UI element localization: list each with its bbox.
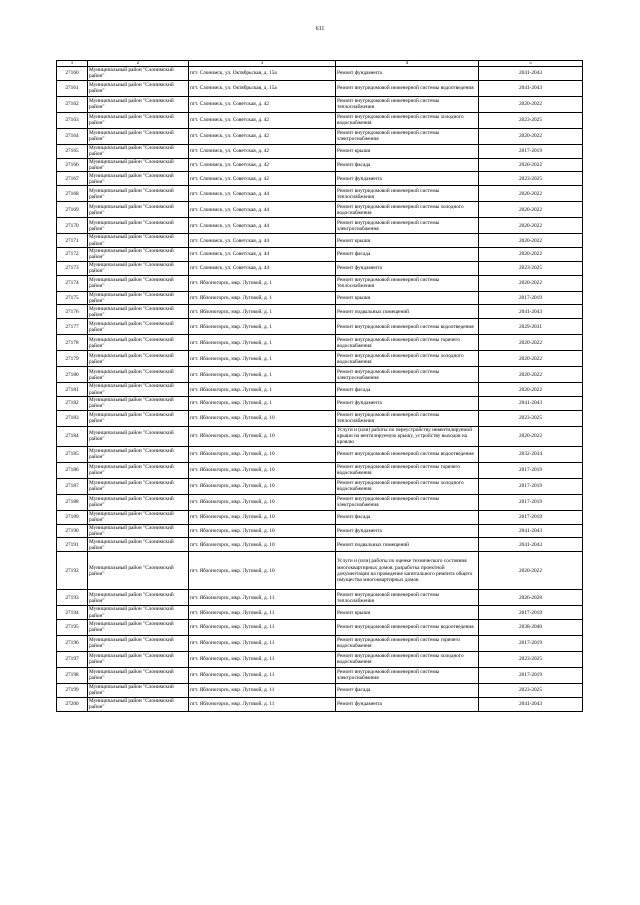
row-number-cell: 27184 (57, 426, 88, 446)
period-cell: 2029-2031 (479, 319, 583, 335)
address-cell: пгт. Слонимск, ул. Советская, д. 44 (189, 202, 336, 218)
period-cell: 2023-2025 (479, 683, 583, 697)
work-type-cell: Ремонт фундамента (336, 67, 479, 81)
municipality-cell: Муниципальный район "Слонимский район" (88, 234, 189, 248)
row-number-cell: 27165 (57, 144, 88, 158)
row-number-cell: 27183 (57, 410, 88, 426)
row-number-cell: 27196 (57, 635, 88, 651)
address-cell: пгт. Слонимск, ул. Советская, д. 42 (189, 158, 336, 172)
municipality-cell: Муниципальный район "Слонимский район" (88, 305, 189, 319)
row-number-cell: 27189 (57, 510, 88, 524)
period-cell: 2020-2022 (479, 351, 583, 367)
address-cell: пгт. Яблоногорск, мкр. Луговой, д. 1 (189, 351, 336, 367)
table-row (57, 291, 583, 305)
address-cell: пгт. Яблоногорск, мкр. Луговой, д. 1 (189, 319, 336, 335)
period-cell: 2026-2028 (479, 590, 583, 606)
table-row (57, 462, 583, 478)
address-cell: пгт. Яблоногорск, мкр. Луговой, д. 10 (189, 552, 336, 590)
period-cell: 2041-2043 (479, 80, 583, 96)
column-header: 3 (189, 61, 336, 67)
table-row (57, 683, 583, 697)
period-cell: 2017-2019 (479, 494, 583, 510)
row-number-cell: 27161 (57, 80, 88, 96)
row-number-cell: 27195 (57, 619, 88, 635)
address-cell: пгт. Яблоногорск, мкр. Луговой, д. 10 (189, 426, 336, 446)
municipality-cell: Муниципальный район "Слонимский район" (88, 202, 189, 218)
column-header: 1 (57, 61, 88, 67)
work-type-cell: Ремонт внутридомовой инженерной системы теплоснабжения (336, 96, 479, 112)
address-cell: пгт. Яблоногорск, мкр. Луговой, д. 10 (189, 510, 336, 524)
work-type-cell: Ремонт внутридомовой инженерной системы электроснабжения (336, 218, 479, 234)
address-cell: пгт. Слонимск, ул. Октябрьская, д. 15а (189, 80, 336, 96)
work-type-cell: Ремонт фасада (336, 683, 479, 697)
address-cell: пгт. Яблоногорск, мкр. Луговой, д. 1 (189, 367, 336, 383)
table-row (57, 96, 583, 112)
table-row (57, 234, 583, 248)
row-number-cell: 27169 (57, 202, 88, 218)
work-type-cell: Ремонт фасада (336, 158, 479, 172)
work-type-cell: Ремонт внутридомовой инженерной системы водоотведения (336, 446, 479, 462)
municipality-cell: Муниципальный район "Слонимский район" (88, 651, 189, 667)
row-number-cell: 27182 (57, 396, 88, 410)
row-number-cell: 27166 (57, 158, 88, 172)
period-cell: 2020-2022 (479, 202, 583, 218)
table-row (57, 635, 583, 651)
municipality-cell: Муниципальный район "Слонимский район" (88, 112, 189, 128)
address-cell: пгт. Яблоногорск, мкр. Луговой, д. 1 (189, 335, 336, 351)
table-row (57, 218, 583, 234)
table-row (57, 410, 583, 426)
table-row (57, 510, 583, 524)
row-number-cell: 27177 (57, 319, 88, 335)
work-type-cell: Ремонт внутридомовой инженерной системы электроснабжения (336, 667, 479, 683)
municipality-cell: Муниципальный район "Слонимский район" (88, 96, 189, 112)
period-cell: 2017-2019 (479, 510, 583, 524)
table-row (57, 144, 583, 158)
table-row (57, 667, 583, 683)
table-row (57, 651, 583, 667)
period-cell: 2023-2025 (479, 172, 583, 186)
address-cell: пгт. Яблоногорск, мкр. Луговой, д. 11 (189, 683, 336, 697)
row-number-cell: 27163 (57, 112, 88, 128)
period-cell: 2032-2034 (479, 446, 583, 462)
table-row (57, 275, 583, 291)
column-header: 4 (336, 61, 479, 67)
page-number: 611 (315, 26, 325, 32)
table-row (57, 478, 583, 494)
period-cell: 2020-2022 (479, 426, 583, 446)
work-type-cell: Ремонт крыши (336, 234, 479, 248)
table-row (57, 351, 583, 367)
column-header: 2 (88, 61, 189, 67)
work-type-cell: Ремонт крыши (336, 291, 479, 305)
period-cell: 2020-2022 (479, 247, 583, 261)
table-row (57, 426, 583, 446)
period-cell: 2041-2043 (479, 697, 583, 711)
address-cell: пгт. Слонимск, ул. Советская, д. 44 (189, 218, 336, 234)
address-cell: пгт. Яблоногорск, мкр. Луговой, д. 10 (189, 524, 336, 538)
municipality-cell: Муниципальный район "Слонимский район" (88, 335, 189, 351)
period-cell: 2017-2019 (479, 291, 583, 305)
period-cell: 2017-2019 (479, 606, 583, 620)
work-type-cell: Ремонт фасада (336, 383, 479, 397)
work-type-cell: Ремонт внутридомовой инженерной системы электроснабжения (336, 128, 479, 144)
period-cell: 2017-2019 (479, 478, 583, 494)
period-cell: 2020-2022 (479, 383, 583, 397)
address-cell: пгт. Слонимск, ул. Советская, д. 42 (189, 112, 336, 128)
municipality-cell: Муниципальный район "Слонимский район" (88, 80, 189, 96)
row-number-cell: 27176 (57, 305, 88, 319)
address-cell: пгт. Слонимск, ул. Советская, д. 44 (189, 247, 336, 261)
work-type-cell: Ремонт внутридомовой инженерной системы водоотведения (336, 619, 479, 635)
period-cell: 2020-2022 (479, 128, 583, 144)
municipality-cell: Муниципальный район "Слонимский район" (88, 383, 189, 397)
municipality-cell: Муниципальный район "Слонимский район" (88, 319, 189, 335)
table-row (57, 619, 583, 635)
work-type-cell: Ремонт фундамента (336, 524, 479, 538)
address-cell: пгт. Яблоногорск, мкр. Луговой, д. 1 (189, 291, 336, 305)
work-type-cell: Ремонт внутридомовой инженерной системы горячего водоснабжения (336, 635, 479, 651)
row-number-cell: 27164 (57, 128, 88, 144)
table-row (57, 446, 583, 462)
period-cell: 2020-2022 (479, 234, 583, 248)
work-type-cell: Ремонт внутридомовой инженерной системы теплоснабжения (336, 590, 479, 606)
table-row (57, 158, 583, 172)
table-row (57, 383, 583, 397)
municipality-cell: Муниципальный район "Слонимский район" (88, 635, 189, 651)
address-cell: пгт. Яблоногорск, мкр. Луговой, д. 11 (189, 635, 336, 651)
row-number-cell: 27191 (57, 538, 88, 552)
work-type-cell: Ремонт подвальных помещений (336, 305, 479, 319)
table-body (57, 67, 583, 712)
table-row (57, 67, 583, 81)
row-number-cell: 27178 (57, 335, 88, 351)
period-cell: 2020-2022 (479, 335, 583, 351)
work-type-cell: Ремонт внутридомовой инженерной системы холодного водоснабжения (336, 202, 479, 218)
period-cell: 2020-2022 (479, 367, 583, 383)
work-type-cell: Ремонт подвальных помещений (336, 538, 479, 552)
row-number-cell: 27185 (57, 446, 88, 462)
address-cell: пгт. Яблоногорск, мкр. Луговой, д. 11 (189, 697, 336, 711)
period-cell: 2020-2022 (479, 158, 583, 172)
period-cell: 2020-2022 (479, 186, 583, 202)
row-number-cell: 27168 (57, 186, 88, 202)
work-type-cell: Ремонт внутридомовой инженерной системы теплоснабжения (336, 275, 479, 291)
table-row (57, 186, 583, 202)
table-row (57, 247, 583, 261)
address-cell: пгт. Яблоногорск, мкр. Луговой, д. 1 (189, 383, 336, 397)
address-cell: пгт. Слонимск, ул. Октябрьская, д. 15а (189, 67, 336, 81)
row-number-cell: 27192 (57, 552, 88, 590)
municipality-cell: Муниципальный район "Слонимский район" (88, 261, 189, 275)
municipality-cell: Муниципальный район "Слонимский район" (88, 667, 189, 683)
address-cell: пгт. Яблоногорск, мкр. Луговой, д. 1 (189, 275, 336, 291)
period-cell: 2020-2022 (479, 218, 583, 234)
table-row (57, 697, 583, 711)
period-cell: 2020-2022 (479, 275, 583, 291)
work-type-cell: Ремонт фундамента (336, 697, 479, 711)
municipality-cell: Муниципальный район "Слонимский район" (88, 158, 189, 172)
municipality-cell: Муниципальный район "Слонимский район" (88, 67, 189, 81)
municipality-cell: Муниципальный район "Слонимский район" (88, 218, 189, 234)
period-cell: 2041-2043 (479, 305, 583, 319)
table-row (57, 261, 583, 275)
work-type-cell: Ремонт внутридомовой инженерной системы холодного водоснабжения (336, 351, 479, 367)
work-type-cell: Ремонт внутридомовой инженерной системы холодного водоснабжения (336, 651, 479, 667)
period-cell: 2017-2019 (479, 144, 583, 158)
municipality-cell: Муниципальный район "Слонимский район" (88, 128, 189, 144)
table-row (57, 112, 583, 128)
municipality-cell: Муниципальный район "Слонимский район" (88, 172, 189, 186)
table-row (57, 335, 583, 351)
row-number-cell: 27186 (57, 462, 88, 478)
row-number-cell: 27198 (57, 667, 88, 683)
row-number-cell: 27180 (57, 367, 88, 383)
municipality-cell: Муниципальный район "Слонимский район" (88, 144, 189, 158)
row-number-cell: 27181 (57, 383, 88, 397)
row-number-cell: 27172 (57, 247, 88, 261)
address-cell: пгт. Яблоногорск, мкр. Луговой, д. 11 (189, 590, 336, 606)
table-row (57, 305, 583, 319)
address-cell: пгт. Яблоногорск, мкр. Луговой, д. 10 (189, 446, 336, 462)
table-row (57, 524, 583, 538)
address-cell: пгт. Яблоногорск, мкр. Луговой, д. 10 (189, 410, 336, 426)
address-cell: пгт. Слонимск, ул. Советская, д. 42 (189, 96, 336, 112)
municipality-cell: Муниципальный район "Слонимский район" (88, 291, 189, 305)
work-type-cell: Ремонт фасада (336, 510, 479, 524)
municipality-cell: Муниципальный район "Слонимский район" (88, 552, 189, 590)
municipality-cell: Муниципальный район "Слонимский район" (88, 538, 189, 552)
address-cell: пгт. Яблоногорск, мкр. Луговой, д. 11 (189, 619, 336, 635)
table-row (57, 552, 583, 590)
row-number-cell: 27171 (57, 234, 88, 248)
address-cell: пгт. Яблоногорск, мкр. Луговой, д. 11 (189, 667, 336, 683)
work-type-cell: Услуги и (или) работы по переустройству невентилируемой крыши на вентилируемую крышу, устройству выходов на кровлю (336, 426, 479, 446)
work-type-cell: Ремонт внутридомовой инженерной системы электроснабжения (336, 367, 479, 383)
row-number-cell: 27162 (57, 96, 88, 112)
work-type-cell: Ремонт внутридомовой инженерной системы горячего водоснабжения (336, 335, 479, 351)
municipality-cell: Муниципальный район "Слонимский район" (88, 606, 189, 620)
table-row (57, 396, 583, 410)
table-row (57, 80, 583, 96)
address-cell: пгт. Яблоногорск, мкр. Луговой, д. 11 (189, 606, 336, 620)
period-cell: 2023-2025 (479, 112, 583, 128)
period-cell: 2017-2019 (479, 635, 583, 651)
work-type-cell: Ремонт фундамента (336, 261, 479, 275)
municipality-cell: Муниципальный район "Слонимский район" (88, 524, 189, 538)
period-cell: 2020-2022 (479, 552, 583, 590)
row-number-cell: 27187 (57, 478, 88, 494)
row-number-cell: 27173 (57, 261, 88, 275)
municipality-cell: Муниципальный район "Слонимский район" (88, 478, 189, 494)
work-type-cell: Ремонт фундамента (336, 172, 479, 186)
address-cell: пгт. Яблоногорск, мкр. Луговой, д. 10 (189, 478, 336, 494)
table-row (57, 202, 583, 218)
row-number-cell: 27197 (57, 651, 88, 667)
row-number-cell: 27199 (57, 683, 88, 697)
municipality-cell: Муниципальный район "Слонимский район" (88, 186, 189, 202)
work-type-cell: Ремонт фасада (336, 247, 479, 261)
column-header: 5 (479, 61, 583, 67)
address-cell: пгт. Яблоногорск, мкр. Луговой, д. 1 (189, 396, 336, 410)
period-cell: 2023-2025 (479, 410, 583, 426)
repair-schedule-table (56, 60, 583, 712)
work-type-cell: Услуги и (или) работы по оценке технического состояния многоквартирных домов, разработка проектной документации на проведение капитального ремонта общего имущества многоквартирных домов (336, 552, 479, 590)
table-row (57, 590, 583, 606)
work-type-cell: Ремонт внутридомовой инженерной системы теплоснабжения (336, 186, 479, 202)
municipality-cell: Муниципальный район "Слонимский район" (88, 247, 189, 261)
row-number-cell: 27174 (57, 275, 88, 291)
municipality-cell: Муниципальный район "Слонимский район" (88, 275, 189, 291)
address-cell: пгт. Слонимск, ул. Советская, д. 44 (189, 186, 336, 202)
municipality-cell: Муниципальный район "Слонимский район" (88, 351, 189, 367)
row-number-cell: 27193 (57, 590, 88, 606)
municipality-cell: Муниципальный район "Слонимский район" (88, 697, 189, 711)
municipality-cell: Муниципальный район "Слонимский район" (88, 426, 189, 446)
municipality-cell: Муниципальный район "Слонимский район" (88, 367, 189, 383)
address-cell: пгт. Слонимск, ул. Советская, д. 42 (189, 172, 336, 186)
address-cell: пгт. Яблоногорск, мкр. Луговой, д. 11 (189, 651, 336, 667)
work-type-cell: Ремонт внутридомовой инженерной системы электроснабжения (336, 494, 479, 510)
table-row (57, 606, 583, 620)
work-type-cell: Ремонт внутридомовой инженерной системы горячего водоснабжения (336, 462, 479, 478)
period-cell: 2038-2040 (479, 619, 583, 635)
municipality-cell: Муниципальный район "Слонимский район" (88, 510, 189, 524)
period-cell: 2020-2022 (479, 96, 583, 112)
work-type-cell: Ремонт крыши (336, 606, 479, 620)
period-cell: 2017-2019 (479, 667, 583, 683)
row-number-cell: 27188 (57, 494, 88, 510)
work-type-cell: Ремонт внутридомовой инженерной системы водоотведения (336, 319, 479, 335)
row-number-cell: 27175 (57, 291, 88, 305)
row-number-cell: 27160 (57, 67, 88, 81)
municipality-cell: Муниципальный район "Слонимский район" (88, 462, 189, 478)
work-type-cell: Ремонт внутридомовой инженерной системы водоотведения (336, 80, 479, 96)
row-number-cell: 27167 (57, 172, 88, 186)
period-cell: 2041-2043 (479, 524, 583, 538)
work-type-cell: Ремонт внутридомовой инженерной системы теплоснабжения (336, 410, 479, 426)
municipality-cell: Муниципальный район "Слонимский район" (88, 619, 189, 635)
period-cell: 2041-2043 (479, 538, 583, 552)
row-number-cell: 27200 (57, 697, 88, 711)
period-cell: 2023-2025 (479, 651, 583, 667)
address-cell: пгт. Слонимск, ул. Советская, д. 44 (189, 261, 336, 275)
table-row (57, 494, 583, 510)
table-row (57, 319, 583, 335)
work-type-cell: Ремонт внутридомовой инженерной системы холодного водоснабжения (336, 112, 479, 128)
municipality-cell: Муниципальный район "Слонимский район" (88, 683, 189, 697)
period-cell: 2023-2025 (479, 261, 583, 275)
work-type-cell: Ремонт внутридомовой инженерной системы холодного водоснабжения (336, 478, 479, 494)
address-cell: пгт. Слонимск, ул. Советская, д. 44 (189, 234, 336, 248)
municipality-cell: Муниципальный район "Слонимский район" (88, 396, 189, 410)
address-cell: пгт. Яблоногорск, мкр. Луговой, д. 1 (189, 305, 336, 319)
row-number-cell: 27190 (57, 524, 88, 538)
row-number-cell: 27170 (57, 218, 88, 234)
address-cell: пгт. Яблоногорск, мкр. Луговой, д. 10 (189, 462, 336, 478)
address-cell: пгт. Яблоногорск, мкр. Луговой, д. 10 (189, 494, 336, 510)
municipality-cell: Муниципальный район "Слонимский район" (88, 494, 189, 510)
row-number-cell: 27194 (57, 606, 88, 620)
work-type-cell: Ремонт крыши (336, 144, 479, 158)
work-type-cell: Ремонт фундамента (336, 396, 479, 410)
address-cell: пгт. Слонимск, ул. Советская, д. 42 (189, 128, 336, 144)
table-row (57, 172, 583, 186)
period-cell: 2041-2043 (479, 67, 583, 81)
address-cell: пгт. Слонимск, ул. Советская, д. 42 (189, 144, 336, 158)
period-cell: 2017-2019 (479, 462, 583, 478)
municipality-cell: Муниципальный район "Слонимский район" (88, 590, 189, 606)
table-row (57, 128, 583, 144)
period-cell: 2041-2043 (479, 396, 583, 410)
municipality-cell: Муниципальный район "Слонимский район" (88, 410, 189, 426)
table-row (57, 538, 583, 552)
address-cell: пгт. Яблоногорск, мкр. Луговой, д. 10 (189, 538, 336, 552)
row-number-cell: 27179 (57, 351, 88, 367)
municipality-cell: Муниципальный район "Слонимский район" (88, 446, 189, 462)
table-row (57, 367, 583, 383)
